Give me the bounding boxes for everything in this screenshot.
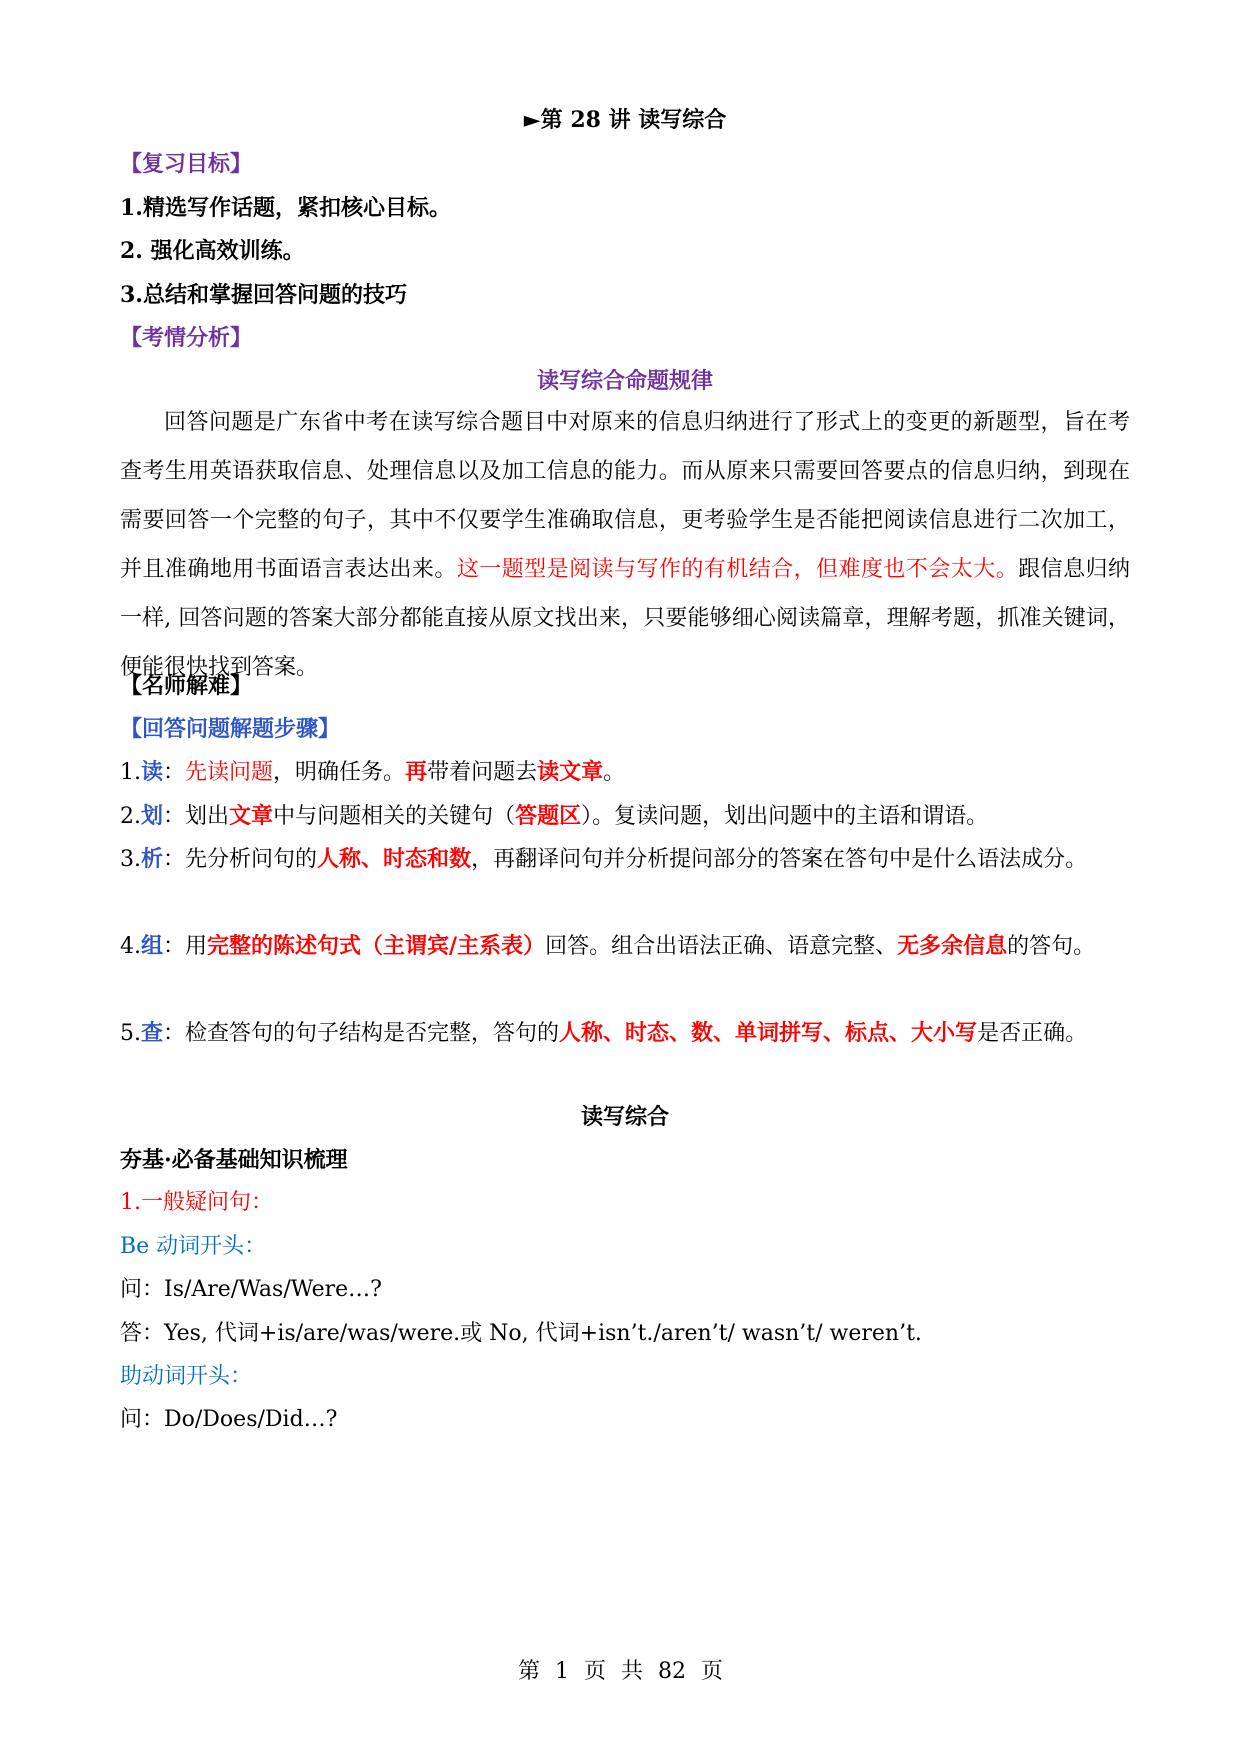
step-highlight: 先读问题 bbox=[185, 760, 274, 785]
step-keyword: 组 bbox=[141, 933, 164, 959]
step-text: 的答句。 bbox=[1007, 934, 1096, 959]
step-text: ，再翻译问句并分析提问部分的答案在答句中是什么语法成分。 bbox=[471, 847, 1088, 872]
be-question: 问：Is/Are/Was/Were…? bbox=[120, 1277, 382, 1302]
question-type-1: 1.一般疑问句： bbox=[120, 1190, 273, 1215]
step-2 bbox=[120, 792, 1130, 841]
paragraph-text-2: 跟信息归纳一样, 回答问题的答案大部分都能直接从原文找出来，只要能够细心阅读篇章，理解考题，抓准关键词，便能很快找到答案。 bbox=[120, 557, 1130, 680]
paragraph-highlight: 这一题型是阅读与写作的有机结合，但难度也不会太大。 bbox=[456, 557, 1019, 582]
step-emphasis: 文章 bbox=[229, 803, 274, 829]
step-number: 5. bbox=[120, 1021, 141, 1046]
teacher-section-heading: 【名师解难】 bbox=[120, 673, 253, 699]
step-keyword: 划 bbox=[141, 803, 164, 829]
step-number: 1. bbox=[120, 760, 141, 785]
step-text: 用 bbox=[185, 934, 208, 959]
step-colon: ： bbox=[163, 1021, 186, 1046]
step-number: 3. bbox=[120, 847, 141, 872]
step-colon: ： bbox=[163, 760, 186, 785]
step-1 bbox=[120, 748, 1130, 797]
section2-title: 读写综合 bbox=[580, 1104, 669, 1130]
step-3 bbox=[120, 835, 1130, 884]
step-text: 中与问题相关的关键句（ bbox=[273, 804, 516, 829]
steps-heading: 【回答问题解题步骤】 bbox=[120, 716, 341, 742]
step-text: 带着问题去 bbox=[427, 760, 538, 785]
review-goals-heading: 【复习目标】 bbox=[120, 151, 253, 177]
step-emphasis: 再 bbox=[405, 759, 428, 785]
step-text: 回答。组合出语法正确、语意完整、 bbox=[545, 934, 898, 959]
exam-analysis-heading: 【考情分析】 bbox=[120, 325, 253, 351]
step-colon: ： bbox=[163, 934, 186, 959]
lesson-title: ►第 28 讲 读写综合 bbox=[523, 107, 727, 133]
step-5 bbox=[120, 1009, 1130, 1058]
paragraph-text-1: 回答问题是广东省中考在读写综合题目中对原来的信息归纳进行了形式上的变更的新题型，旨在考查考生用英语获取信息、处理信息以及加工信息的能力。而从原来只需要回答要点的信息归纳，到现在需要回答一个完整的句子，其中不仅要学生准确取信息，更考验学生是否能把阅读信息进行二次加工，并且准确地用书面语言表达出来。 bbox=[120, 410, 1130, 582]
aux-question: 问：Do/Does/Did…? bbox=[120, 1407, 338, 1432]
step-text: 检查答句的句子结构是否完整，答句的 bbox=[185, 1021, 560, 1046]
exam-analysis-paragraph bbox=[120, 398, 1130, 692]
step-text: 先分析问句的 bbox=[185, 847, 318, 872]
step-keyword: 读 bbox=[141, 759, 164, 785]
be-answer: 答：Yes, 代词+is/are/was/were.或 No, 代词+isn’t./aren’t/ wasn’t/ weren’t. bbox=[120, 1321, 922, 1346]
review-goal-3: 3.总结和掌握回答问题的技巧 bbox=[120, 282, 407, 308]
step-emphasis: 人称、时态和数 bbox=[317, 846, 472, 872]
step-emphasis: 答题区 bbox=[515, 803, 582, 829]
step-emphasis: 无多余信息 bbox=[897, 933, 1008, 959]
step-4 bbox=[120, 922, 1130, 971]
step-keyword: 析 bbox=[141, 846, 164, 872]
step-keyword: 查 bbox=[141, 1020, 164, 1046]
step-text: 是否正确。 bbox=[977, 1021, 1088, 1046]
step-colon: ： bbox=[163, 804, 186, 829]
step-emphasis: 完整的陈述句式（主谓宾/主系表） bbox=[207, 933, 546, 959]
step-colon: ： bbox=[163, 847, 186, 872]
aux-verb-heading: 助动词开头： bbox=[120, 1364, 253, 1389]
review-goal-2: 2. 强化高效训练。 bbox=[120, 238, 305, 264]
exam-analysis-subtitle: 读写综合命题规律 bbox=[536, 368, 713, 394]
step-number: 2. bbox=[120, 804, 141, 829]
step-text: 。 bbox=[603, 760, 626, 785]
section2-subtitle: 夯基·必备基础知识梳理 bbox=[120, 1147, 348, 1173]
review-goal-1: 1.精选写作话题，紧扣核心目标。 bbox=[120, 195, 451, 221]
step-text: ，明确任务。 bbox=[273, 760, 406, 785]
page-footer: 第 1 页 共 82 页 bbox=[518, 1659, 723, 1684]
step-emphasis: 人称、时态、数、单词拼写、标点、大小写 bbox=[559, 1020, 978, 1046]
be-verb-heading: Be 动词开头： bbox=[120, 1234, 267, 1259]
step-text: 划出 bbox=[185, 804, 230, 829]
step-text: ）。复读问题，划出问题中的主语和谓语。 bbox=[581, 804, 989, 829]
step-number: 4. bbox=[120, 934, 141, 959]
step-emphasis: 读文章 bbox=[537, 759, 604, 785]
